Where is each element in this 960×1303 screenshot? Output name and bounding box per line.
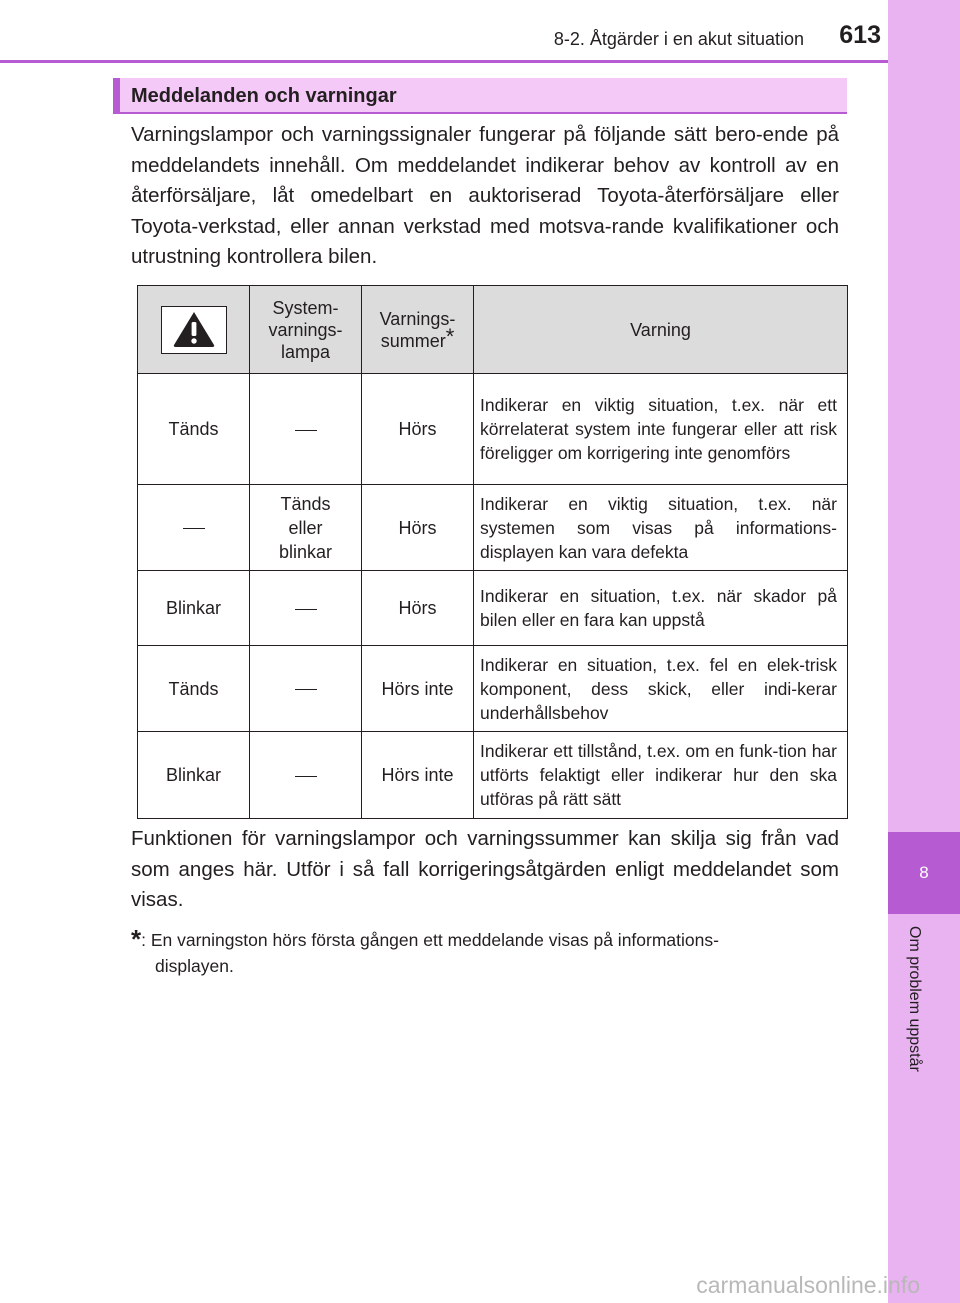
header-lamp-line-2: varnings- [268,319,343,340]
table-row [138,732,848,819]
row-2-lamp-state-line-1: Tänds [280,493,331,514]
footnote-mark: * [445,323,455,349]
header-icon-cell [138,286,250,374]
header-buzzer-line-2: summer [380,330,446,351]
header-buzzer [362,286,474,374]
row-4-lamp: Tänds [138,646,250,732]
table-row [138,374,848,485]
table-row [138,571,848,646]
header-section-title: 8-2. Åtgärder i en akut situation [553,29,804,49]
header-warning: Varning [474,286,848,374]
warning-table [137,285,848,819]
chapter-title: Om problem uppstår [906,926,923,1072]
intro-paragraph: Varningslampor och varningssignaler fungerar på följande sätt bero-ende på meddelandets innehåll. Om meddelandet indikerar behov av kontroll av en återförsäljare, låt omedelbart en auktoriserad Toyota-återförsäljare eller Toyota-verkstad, eller annan verkstad med motsva-rande kvalifikationer och utrustning kontrollera bilen. [131,123,839,269]
dash-mark [183,528,205,529]
row-3-warning: Indikerar en situation, t.ex. när skador på bilen eller en fara kan uppstå [474,571,848,646]
dash-mark [295,430,317,431]
row-4-warning: Indikerar en situation, t.ex. fel en elek-trisk komponent, dess skick, eller indi-kerar underhållsbehov [474,646,848,732]
row-4-buzzer: Hörs inte [362,646,474,732]
footnote-line-1: : En varningston hörs första gången ett meddelande visas på informations- [141,930,719,950]
chapter-number-tab[interactable] [888,832,960,914]
row-3-buzzer: Hörs [362,571,474,646]
row-2-warning: Indikerar en viktig situation, t.ex. när systemen som visas på informations-displayen kan vara defekta [474,485,848,571]
warning-triangle-icon [161,306,227,354]
table-row [138,485,848,571]
row-5-lamp: Blinkar [138,732,250,819]
row-2-buzzer: Hörs [362,485,474,571]
row-1-lamp: Tänds [138,374,250,485]
row-1-warning: Indikerar en viktig situation, t.ex. när ett körrelaterat system inte fungerar eller att risk föreligger om korrigering inte genomförs [474,374,848,485]
row-3-lamp: Blinkar [138,571,250,646]
header-rule [0,60,888,63]
table-row [138,646,848,732]
header-buzzer-line-1: Varnings- [379,308,456,329]
row-5-warning: Indikerar ett tillstånd, t.ex. om en funk-tion har utförts felaktigt eller indikerar hur den ska utföras på rätt sätt [474,732,848,819]
footnote-line-2: displayen. [155,956,234,976]
row-3-lamp-state [250,571,362,646]
page-number: 613 [839,21,881,49]
footnote-star: * [131,924,142,954]
row-2-lamp-state-line-2: eller [288,517,323,538]
header-lamp [250,286,362,374]
table-header-row [138,286,848,374]
header-lamp-line-3: lampa [280,341,331,362]
row-1-buzzer: Hörs [362,374,474,485]
dash-mark [295,776,317,777]
dash-mark [295,609,317,610]
row-2-lamp-state [250,485,362,571]
outro-paragraph: Funktionen för varningslampor och varningssummer kan skilja sig från vad som anges här. Utför i så fall korrigeringsåtgärden enligt meddelandet som visas. [131,827,839,912]
header-lamp-line-1: System- [272,297,339,318]
row-4-lamp-state [250,646,362,732]
row-1-lamp-state [250,374,362,485]
row-5-buzzer: Hörs inte [362,732,474,819]
row-2-lamp-state-line-3: blinkar [278,541,333,562]
footnote [131,926,839,979]
chapter-number: 8 [919,863,929,882]
row-2-lamp [138,485,250,571]
row-5-lamp-state [250,732,362,819]
dash-mark [295,689,317,690]
watermark: carmanualsonline.info [696,1272,920,1298]
section-title: Meddelanden och varningar [113,78,847,114]
